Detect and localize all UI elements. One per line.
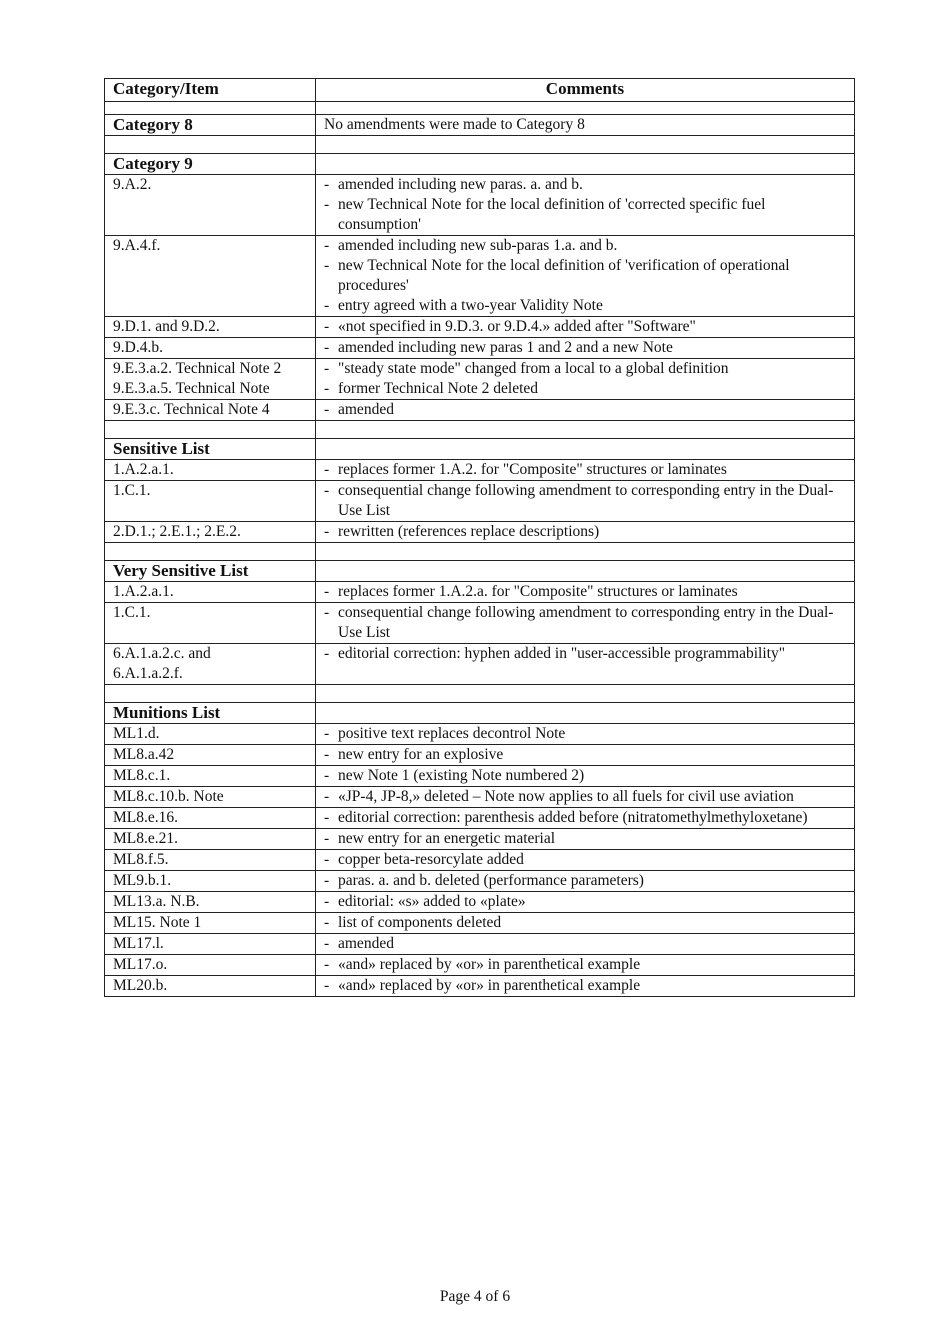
section-title: Very Sensitive List — [105, 561, 316, 582]
comment-text: «and» replaced by «or» in parenthetical example — [338, 956, 641, 973]
spacer-cell — [316, 685, 855, 703]
comment-item — [324, 236, 846, 256]
item-label-line: 9.D.4.b. — [113, 339, 163, 356]
comment-item — [324, 379, 846, 399]
comment-list — [324, 766, 846, 786]
comment-text: new Note 1 (existing Note numbered 2) — [338, 767, 585, 784]
spacer-cell — [105, 136, 316, 154]
dash-bullet: - — [324, 237, 330, 254]
table-row — [105, 338, 855, 359]
comment-text: new entry for an energetic material — [338, 830, 556, 847]
comment-item — [324, 256, 846, 296]
table-row — [105, 976, 855, 997]
dash-bullet: - — [324, 977, 330, 994]
dash-bullet: - — [324, 257, 330, 274]
item-comments — [316, 829, 855, 850]
spacer-cell — [105, 421, 316, 439]
item-comments — [316, 400, 855, 421]
table-header-row — [105, 79, 855, 102]
dash-bullet: - — [324, 339, 330, 356]
comment-item — [324, 481, 846, 521]
comment-list — [324, 871, 846, 891]
comment-list — [324, 359, 846, 399]
comment-list — [324, 976, 846, 996]
section-row — [105, 703, 855, 724]
item-comments — [316, 850, 855, 871]
comment-item — [324, 766, 846, 786]
section-row — [105, 154, 855, 175]
item-comments — [316, 934, 855, 955]
comment-text: amended including new paras 1 and 2 and a new Note — [338, 339, 673, 356]
comment-item — [324, 359, 846, 379]
dash-bullet: - — [324, 893, 330, 910]
table-row — [105, 317, 855, 338]
comment-text: list of components deleted — [338, 914, 502, 931]
section-comment — [316, 561, 855, 582]
dash-bullet: - — [324, 196, 330, 213]
comment-item — [324, 829, 846, 849]
item-comments — [316, 644, 855, 685]
comment-item — [324, 850, 846, 870]
header-category-item: Category/Item — [105, 79, 316, 102]
dash-bullet: - — [324, 604, 330, 621]
comment-text: editorial: «s» added to «plate» — [338, 893, 526, 910]
comment-list — [324, 892, 846, 912]
item-label — [105, 359, 316, 400]
section-title: Category 9 — [105, 154, 316, 175]
section-title: Category 8 — [105, 115, 316, 136]
comment-list — [324, 522, 846, 542]
item-comments — [316, 913, 855, 934]
item-label — [105, 236, 316, 317]
item-label — [105, 787, 316, 808]
table-row — [105, 913, 855, 934]
comment-list — [324, 724, 846, 744]
item-label-line: 6.A.1.a.2.f. — [113, 665, 183, 682]
dash-bullet: - — [324, 360, 330, 377]
table-row — [105, 871, 855, 892]
item-comments — [316, 808, 855, 829]
table-row — [105, 400, 855, 421]
dash-bullet: - — [324, 872, 330, 889]
comment-item — [324, 644, 846, 664]
comment-item — [324, 955, 846, 975]
item-label-line: ML15. Note 1 — [113, 914, 202, 931]
comment-item — [324, 296, 846, 316]
comment-item — [324, 976, 846, 996]
spacer-row — [105, 136, 855, 154]
comment-list — [324, 236, 846, 316]
comment-list — [324, 808, 846, 828]
item-label — [105, 317, 316, 338]
item-label — [105, 934, 316, 955]
item-label — [105, 871, 316, 892]
table-row — [105, 808, 855, 829]
item-label — [105, 766, 316, 787]
item-label-line: 9.A.4.f. — [113, 237, 161, 254]
spacer-row — [105, 102, 855, 115]
item-label-line: ML13.a. N.B. — [113, 893, 200, 910]
item-label-line: ML8.e.21. — [113, 830, 179, 847]
item-label — [105, 724, 316, 745]
comment-list — [324, 582, 846, 602]
comment-list — [324, 745, 846, 765]
page-number: Page 4 of 6 — [439, 1288, 511, 1305]
table-row — [105, 175, 855, 236]
comment-item — [324, 195, 846, 235]
item-label — [105, 175, 316, 236]
item-comments — [316, 359, 855, 400]
item-label-line: 1.C.1. — [113, 482, 151, 499]
comment-text: new entry for an explosive — [338, 746, 504, 763]
comment-item — [324, 892, 846, 912]
item-label-line: ML1.d. — [113, 725, 160, 742]
comment-text: amended — [338, 935, 394, 952]
comment-list — [324, 934, 846, 954]
comment-text: amended including new sub-paras 1.a. and b. — [338, 237, 618, 254]
item-label-line: 1.C.1. — [113, 604, 151, 621]
comment-item — [324, 522, 846, 542]
item-label-line: 1.A.2.a.1. — [113, 461, 174, 478]
section-comment — [316, 439, 855, 460]
section-title: Sensitive List — [105, 439, 316, 460]
item-comments — [316, 175, 855, 236]
comment-text: rewritten (references replace descriptions) — [338, 523, 600, 540]
dash-bullet: - — [324, 297, 330, 314]
dash-bullet: - — [324, 583, 330, 600]
spacer-row — [105, 421, 855, 439]
comment-text: «not specified in 9.D.3. or 9.D.4.» added after "Software" — [338, 318, 696, 335]
table-row — [105, 787, 855, 808]
dash-bullet: - — [324, 746, 330, 763]
dash-bullet: - — [324, 523, 330, 540]
table-row — [105, 481, 855, 522]
comment-text: editorial correction: parenthesis added before (nitratomethylmethyloxetane) — [338, 809, 808, 826]
comment-item — [324, 745, 846, 765]
dash-bullet: - — [324, 380, 330, 397]
dash-bullet: - — [324, 851, 330, 868]
comment-item — [324, 400, 846, 420]
table-row — [105, 460, 855, 481]
item-comments — [316, 955, 855, 976]
comment-item — [324, 913, 846, 933]
comment-list — [324, 460, 846, 480]
comment-item — [324, 871, 846, 891]
comment-text: new Technical Note for the local definition of 'corrected specific fuel consumption' — [338, 196, 766, 233]
table-row — [105, 745, 855, 766]
item-label-line: ML8.f.5. — [113, 851, 169, 868]
dash-bullet: - — [324, 935, 330, 952]
spacer-cell — [105, 543, 316, 561]
item-label-line: ML8.c.10.b. Note — [113, 788, 224, 805]
item-label — [105, 976, 316, 997]
spacer-cell — [105, 102, 316, 115]
comment-item — [324, 808, 846, 828]
comment-item — [324, 582, 846, 602]
comment-text: «JP-4, JP-8,» deleted – Note now applies to all fuels for civil use aviation — [338, 788, 794, 805]
comment-text: "steady state mode" changed from a local to a global definition — [338, 360, 729, 377]
section-row — [105, 561, 855, 582]
dash-bullet: - — [324, 176, 330, 193]
item-label — [105, 745, 316, 766]
amendments-table — [104, 78, 855, 997]
comment-list — [324, 913, 846, 933]
section-row — [105, 439, 855, 460]
item-label-line: 6.A.1.a.2.c. and — [113, 645, 211, 662]
spacer-cell — [316, 136, 855, 154]
item-label-line: 9.E.3.c. Technical Note 4 — [113, 401, 270, 418]
comment-item — [324, 724, 846, 744]
comment-text: former Technical Note 2 deleted — [338, 380, 539, 397]
spacer-cell — [316, 543, 855, 561]
dash-bullet: - — [324, 645, 330, 662]
item-label-line: 9.D.1. and 9.D.2. — [113, 318, 220, 335]
item-label-line: ML8.e.16. — [113, 809, 179, 826]
comment-item — [324, 934, 846, 954]
comment-list — [324, 829, 846, 849]
item-label-line: 9.E.3.a.2. Technical Note 2 — [113, 360, 282, 377]
comment-item — [324, 175, 846, 195]
item-label — [105, 913, 316, 934]
item-label — [105, 582, 316, 603]
item-comments — [316, 871, 855, 892]
table-row — [105, 724, 855, 745]
spacer-row — [105, 685, 855, 703]
comment-text: editorial correction: hyphen added in "user-accessible programmability" — [338, 645, 786, 662]
table-row — [105, 892, 855, 913]
section-title: Munitions List — [105, 703, 316, 724]
item-label — [105, 400, 316, 421]
item-label — [105, 850, 316, 871]
comment-item — [324, 460, 846, 480]
comment-text: paras. a. and b. deleted (performance parameters) — [338, 872, 644, 889]
item-label-line: 9.A.2. — [113, 176, 152, 193]
item-label-line: ML9.b.1. — [113, 872, 172, 889]
table-row — [105, 829, 855, 850]
comment-list — [324, 338, 846, 358]
spacer-cell — [105, 685, 316, 703]
item-label-line: ML17.l. — [113, 935, 164, 952]
comment-text: amended — [338, 401, 394, 418]
table-row — [105, 644, 855, 685]
comment-text: new Technical Note for the local definition of 'verification of operational procedures' — [338, 257, 790, 294]
comment-text: «and» replaced by «or» in parenthetical example — [338, 977, 641, 994]
item-label — [105, 522, 316, 543]
item-label-line: 1.A.2.a.1. — [113, 583, 174, 600]
dash-bullet: - — [324, 830, 330, 847]
spacer-row — [105, 543, 855, 561]
comment-list — [324, 317, 846, 337]
comment-text: copper beta-resorcylate added — [338, 851, 524, 868]
comment-text: positive text replaces decontrol Note — [338, 725, 566, 742]
item-label-line: ML8.c.1. — [113, 767, 171, 784]
comment-text: replaces former 1.A.2. for "Composite" structures or laminates — [338, 461, 727, 478]
dash-bullet: - — [324, 788, 330, 805]
comment-text: entry agreed with a two-year Validity Note — [338, 297, 603, 314]
table-row — [105, 359, 855, 400]
comment-list — [324, 787, 846, 807]
item-label — [105, 338, 316, 359]
item-comments — [316, 745, 855, 766]
item-label — [105, 829, 316, 850]
item-comments — [316, 766, 855, 787]
header-comments: Comments — [316, 79, 855, 102]
dash-bullet: - — [324, 809, 330, 826]
comment-list — [324, 850, 846, 870]
section-comment — [316, 703, 855, 724]
item-label — [105, 892, 316, 913]
section-comment — [316, 154, 855, 175]
dash-bullet: - — [324, 956, 330, 973]
item-label — [105, 955, 316, 976]
comment-list — [324, 644, 846, 664]
table-row — [105, 603, 855, 644]
dash-bullet: - — [324, 725, 330, 742]
table-row — [105, 582, 855, 603]
table-row — [105, 934, 855, 955]
item-label — [105, 808, 316, 829]
comment-item — [324, 787, 846, 807]
item-comments — [316, 976, 855, 997]
comment-text: replaces former 1.A.2.a. for "Composite" structures or laminates — [338, 583, 738, 600]
item-label — [105, 603, 316, 644]
item-label-line: ML17.o. — [113, 956, 168, 973]
comment-text: consequential change following amendment to corresponding entry in the Dual-Use List — [338, 482, 834, 519]
comment-list — [324, 955, 846, 975]
dash-bullet: - — [324, 318, 330, 335]
spacer-cell — [316, 421, 855, 439]
table-row — [105, 955, 855, 976]
dash-bullet: - — [324, 914, 330, 931]
item-comments — [316, 603, 855, 644]
item-comments — [316, 460, 855, 481]
comment-item — [324, 603, 846, 643]
item-comments — [316, 522, 855, 543]
item-label — [105, 460, 316, 481]
item-comments — [316, 236, 855, 317]
section-comment: No amendments were made to Category 8 — [316, 115, 855, 136]
dash-bullet: - — [324, 767, 330, 784]
dash-bullet: - — [324, 401, 330, 418]
comment-list — [324, 175, 846, 235]
dash-bullet: - — [324, 461, 330, 478]
dash-bullet: - — [324, 482, 330, 499]
item-label — [105, 644, 316, 685]
item-comments — [316, 724, 855, 745]
item-label-line: 9.E.3.a.5. Technical Note — [113, 380, 270, 397]
comment-list — [324, 481, 846, 521]
comment-text: consequential change following amendment to corresponding entry in the Dual-Use List — [338, 604, 834, 641]
comment-list — [324, 400, 846, 420]
table-row — [105, 766, 855, 787]
item-label-line: 2.D.1.; 2.E.1.; 2.E.2. — [113, 523, 241, 540]
item-comments — [316, 787, 855, 808]
section-row — [105, 115, 855, 136]
item-comments — [316, 481, 855, 522]
comment-item — [324, 338, 846, 358]
item-comments — [316, 582, 855, 603]
item-label — [105, 481, 316, 522]
comment-list — [324, 603, 846, 643]
table-row — [105, 236, 855, 317]
table-row — [105, 850, 855, 871]
item-comments — [316, 338, 855, 359]
item-label-line: ML8.a.42 — [113, 746, 175, 763]
table-row — [105, 522, 855, 543]
item-comments — [316, 892, 855, 913]
amendments-table-body — [105, 79, 855, 997]
spacer-cell — [316, 102, 855, 115]
item-label-line: ML20.b. — [113, 977, 168, 994]
comment-item — [324, 317, 846, 337]
item-comments — [316, 317, 855, 338]
comment-text: amended including new paras. a. and b. — [338, 176, 583, 193]
